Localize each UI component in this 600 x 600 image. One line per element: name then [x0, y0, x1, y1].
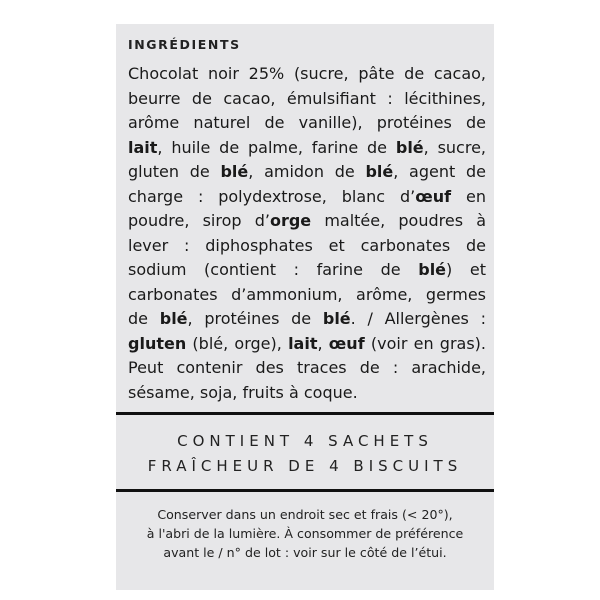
ingredient-line [128, 185, 486, 210]
ingredient-line [128, 381, 486, 406]
ingredients-label-panel [116, 24, 494, 590]
storage-line-2: à l'abri de la lumière. À consommer de préférence [146, 526, 464, 541]
ingredient-text: sodium (contient : farine de [128, 260, 419, 279]
ingredient-text: arôme naturel de vanille), protéines de [128, 113, 486, 132]
storage-line-1: Conserver dans un endroit sec et frais (< 20°), [157, 507, 453, 522]
divider [116, 489, 494, 492]
ingredient-text: , agent de [393, 162, 486, 181]
allergen-text: blé [395, 137, 424, 157]
allergen-text: lait [288, 333, 318, 353]
ingredient-text: , sucre, [423, 137, 486, 157]
ingredient-line [128, 111, 486, 136]
allergen-text: œuf [415, 186, 452, 206]
ingredients-list [128, 62, 486, 405]
ingredient-line [128, 356, 486, 381]
allergen-text: orge [269, 211, 312, 230]
ingredient-line [128, 307, 486, 332]
ingredient-text: carbonates d’ammonium, arôme, germes [128, 284, 486, 304]
storage-line-3: avant le / n° de lot : voir sur le côté de l’étui. [163, 545, 447, 560]
allergen-text: blé [365, 162, 394, 181]
divider [116, 412, 494, 415]
allergen-text: blé [220, 162, 249, 181]
ingredient-text: sésame, soja, fruits à coque. [128, 382, 358, 402]
ingredient-text: gluten de [128, 162, 221, 181]
ingredient-text: poudre, sirop d’ [128, 211, 270, 230]
allergen-text: gluten [128, 333, 187, 353]
ingredient-text: (voir en gras). [364, 333, 487, 353]
allergen-text: œuf [328, 333, 365, 353]
allergen-text: lait [128, 137, 158, 157]
ingredient-text: de [128, 309, 160, 328]
allergen-text: blé [418, 260, 447, 279]
ingredient-text: Peut contenir des traces de : arachide, [128, 358, 486, 377]
allergen-text: blé [322, 309, 351, 328]
ingredient-line [128, 160, 486, 185]
ingredient-text: . / Allergènes : [350, 309, 486, 328]
ingredient-text: maltée, poudres à [311, 211, 487, 230]
packaging-line-1: CONTIENT 4 SACHETS [177, 432, 433, 450]
ingredient-text: ) et [446, 260, 486, 279]
ingredient-line [128, 209, 486, 234]
packaging-line-2: FRAÎCHEUR DE 4 BISCUITS [147, 457, 463, 475]
storage-instructions [116, 505, 494, 562]
ingredient-line [128, 234, 486, 259]
ingredient-line [128, 258, 486, 283]
ingredient-text: Chocolat noir 25% (sucre, pâte de cacao, [128, 64, 486, 83]
ingredient-text: , [317, 333, 329, 353]
ingredient-text: charge : polydextrose, blanc d’ [128, 186, 416, 206]
ingredient-text: , huile de palme, farine de [157, 137, 396, 157]
ingredient-line [128, 283, 486, 308]
ingredient-text: (blé, orge), [186, 333, 289, 353]
ingredient-text: lever : diphosphates et carbonates de [128, 235, 486, 255]
ingredient-line [128, 332, 486, 357]
ingredient-text: en [451, 186, 486, 206]
allergen-text: blé [159, 309, 188, 328]
ingredients-heading: INGRÉDIENTS [128, 37, 241, 52]
ingredient-line [128, 136, 486, 161]
ingredient-text: , amidon de [248, 162, 366, 181]
ingredient-text: beurre de cacao, émulsifiant : lécithines, [128, 88, 486, 108]
ingredient-line [128, 62, 486, 87]
ingredient-text: , protéines de [187, 309, 323, 328]
ingredient-line [128, 87, 486, 112]
